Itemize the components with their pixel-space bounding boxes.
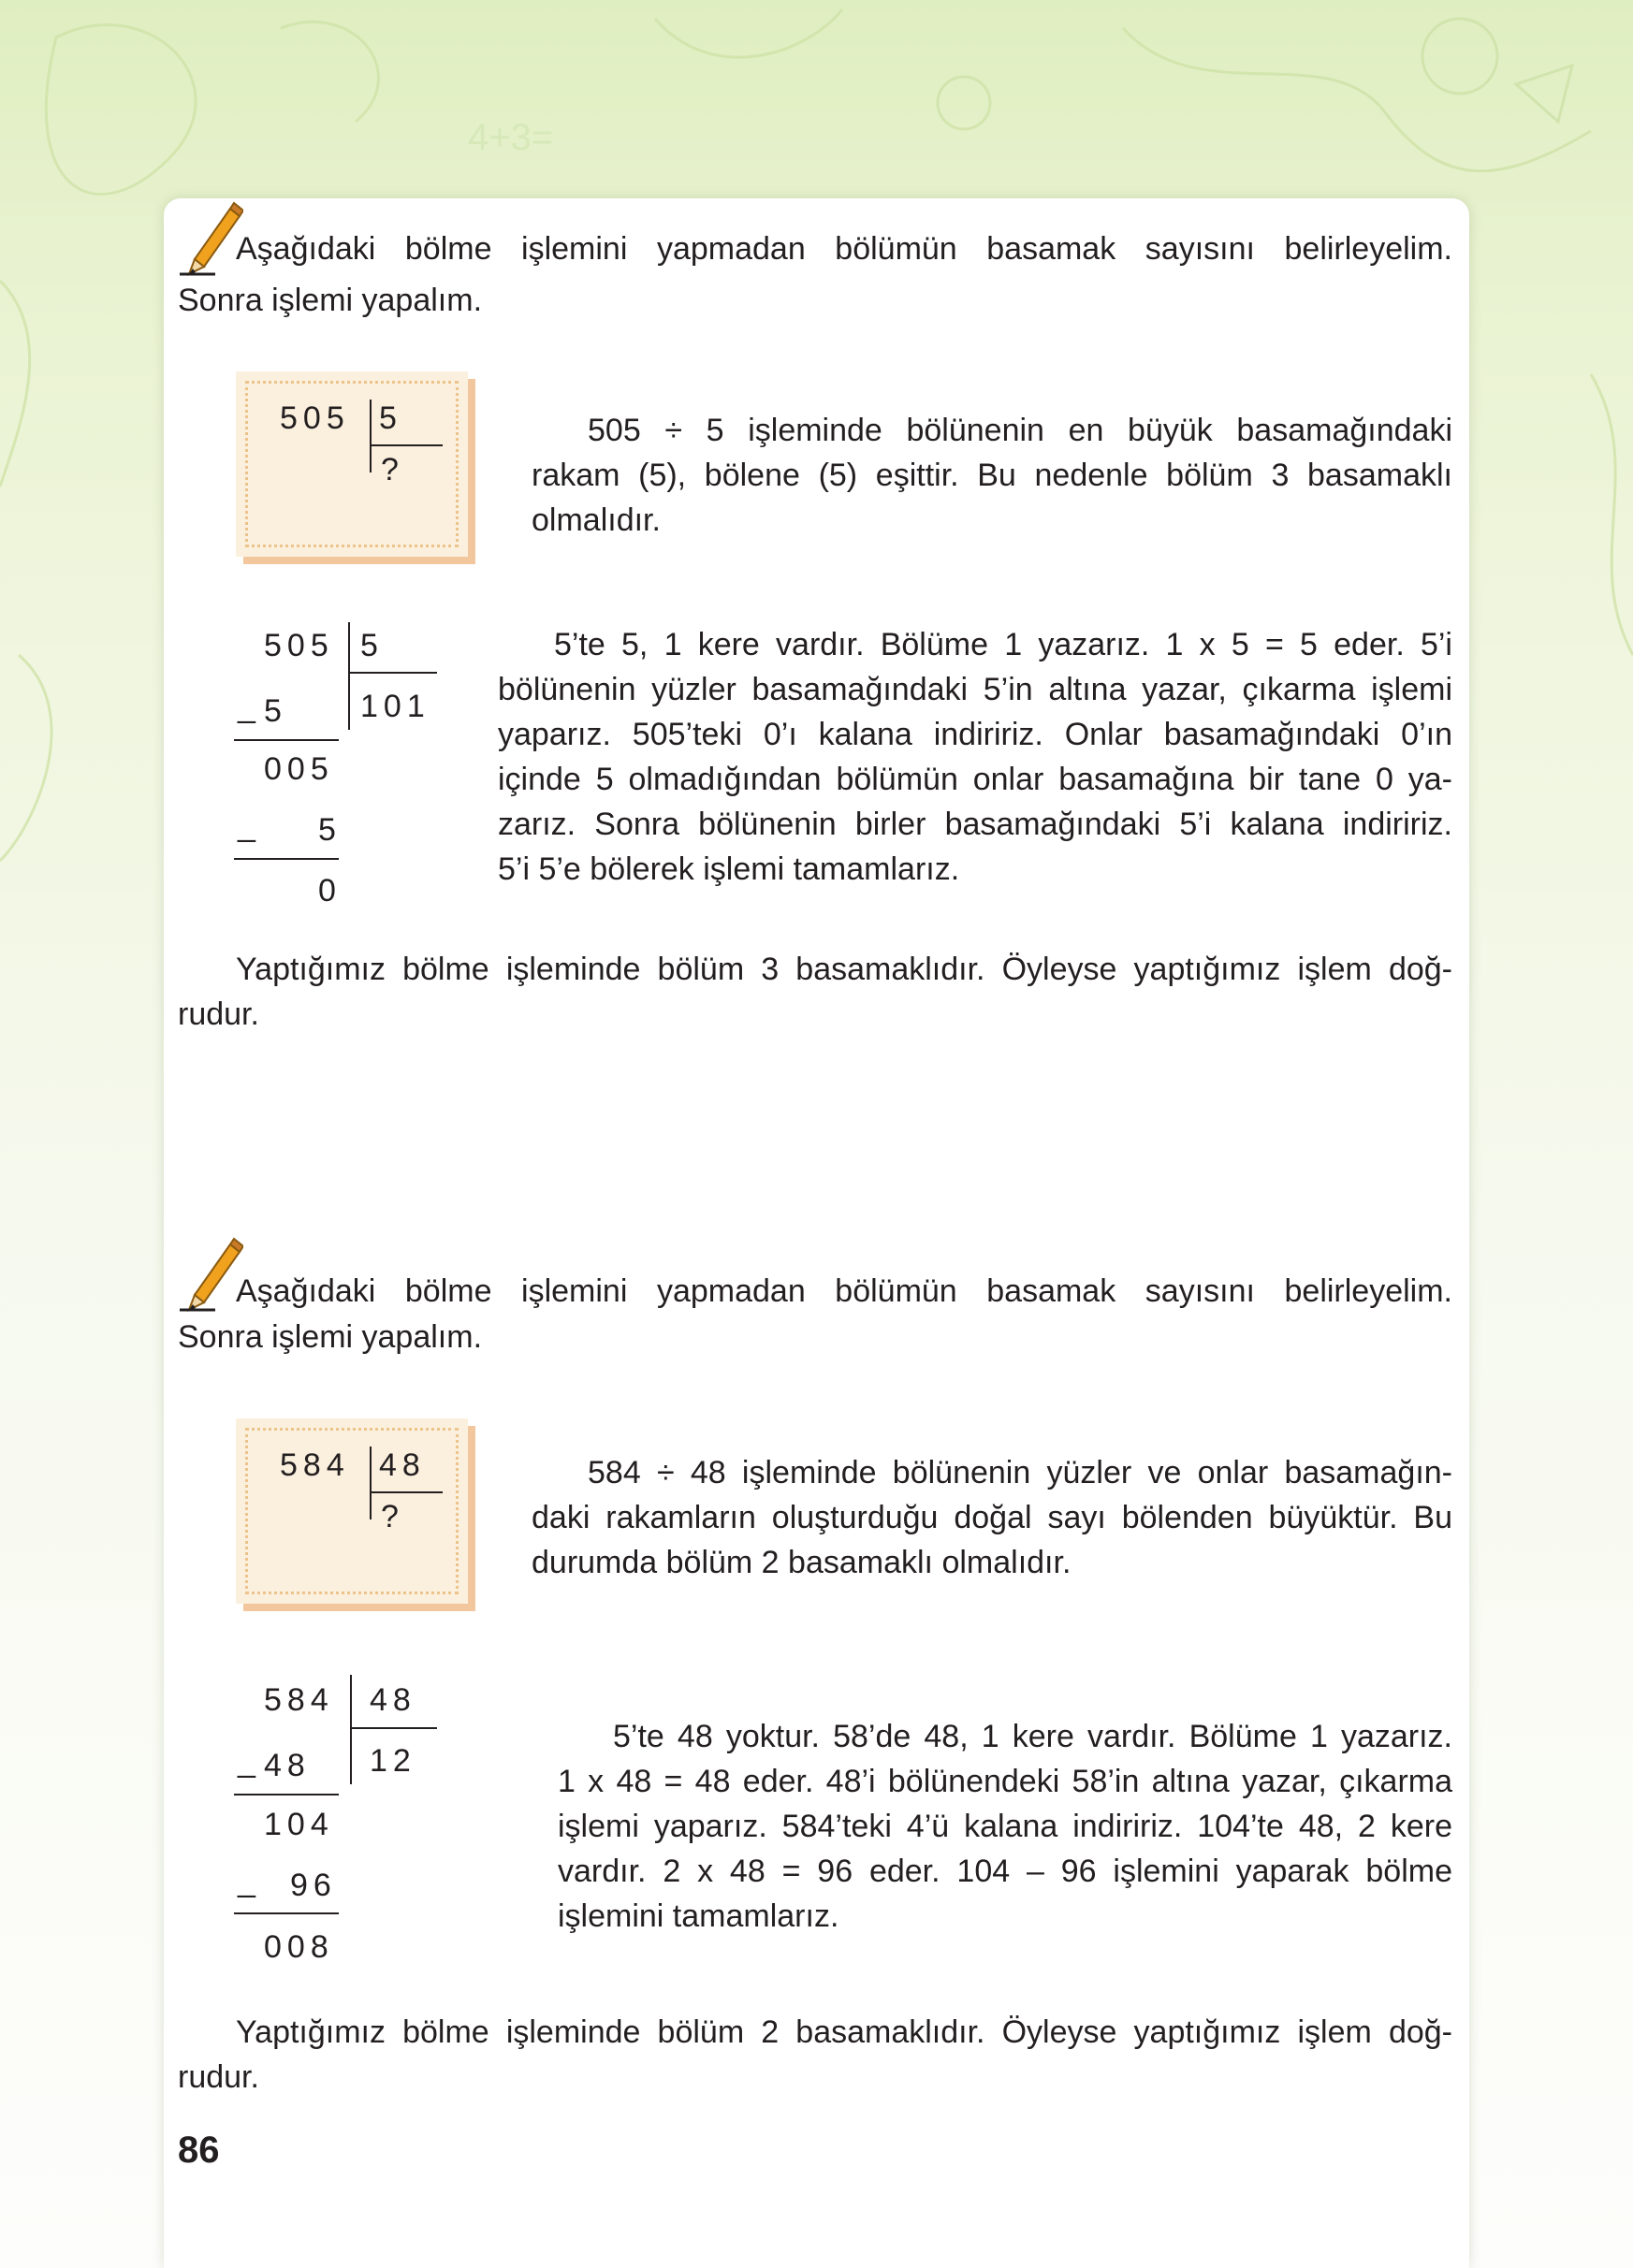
section2-explanation-line2: 1 x 48 = 48 eder. 48’i bölünendeki 58’in altına yazar, çıkarma — [558, 1764, 1452, 1799]
hint-dividend: 584 — [280, 1447, 350, 1483]
section2-conclusion-line2: rudur. — [178, 2059, 259, 2095]
division-remainder-1: 104 — [264, 1807, 334, 1842]
section1-box-explanation-line1: 505 ÷ 5 işleminde bölünenin en büyük basamağındaki — [588, 413, 1452, 448]
division-quotient: 101 — [360, 689, 430, 724]
division-subtrahend-2: 5 — [318, 812, 342, 848]
hint-divisor: 5 — [379, 400, 402, 436]
section2-explanation-line3: işlemi yaparız. 584’teki 4’ü kalana indiririz. 104’te 48, 2 kere — [558, 1809, 1452, 1844]
section1-hint-box — [236, 371, 468, 557]
section1-explanation-line3: yaparız. 505’teki 0’ı kalana indiririz. Onlar basamağındaki 0’ın — [498, 717, 1452, 752]
division-remainder-2: 0 — [318, 873, 342, 909]
section1-explanation-line1: 5’te 5, 1 kere vardır. Bölüme 1 yazarız. 1 x 5 = 5 eder. 5’i — [554, 627, 1452, 662]
section2-instruction-line1: Aşağıdaki bölme işlemini yapmadan bölümün basamak sayısını belirleyelim. — [236, 1273, 1452, 1309]
division-subtrahend-2: 96 — [290, 1868, 337, 1903]
division-remainder-1: 005 — [264, 751, 334, 787]
pencil-icon — [178, 201, 243, 276]
division-subtrahend-1: 48 — [264, 1748, 311, 1783]
section2-explanation-line1: 5’te 48 yoktur. 58’de 48, 1 kere vardır. Bölüme 1 yazarız. — [613, 1719, 1452, 1754]
section1-instruction-line1: Aşağıdaki bölme işlemini yapmadan bölümün basamak sayısını belirleyelim. — [236, 231, 1452, 267]
section1-explanation-line2: bölünenin yüzler basamağındaki 5’in altına yazar, çıkarma işlemi — [498, 672, 1452, 707]
section1-explanation-line4: içinde 5 olmadığından bölümün onlar basamağına bir tane 0 ya- — [498, 762, 1452, 797]
section1-box-explanation-line3: olmalıdır. — [532, 502, 661, 538]
division-quotient: 12 — [370, 1743, 416, 1779]
section1-instruction-line2: Sonra işlemi yapalım. — [178, 283, 483, 318]
background-doodle-text: 4+3= — [468, 117, 554, 158]
section2-explanation-line4: vardır. 2 x 48 = 96 eder. 104 – 96 işlemini yaparak bölme — [558, 1854, 1452, 1889]
section1-explanation-line6: 5’i 5’e bölerek işlemi tamamlarız. — [498, 851, 960, 887]
section2-box-explanation-line3: durumda bölüm 2 basamaklı olmalıdır. — [532, 1545, 1072, 1580]
section1-conclusion-line1: Yaptığımız bölme işleminde bölüm 3 basamaklıdır. Öyleyse yaptığımız işlem doğ- — [236, 952, 1452, 987]
section2-hint-box — [236, 1418, 468, 1604]
section1-box-explanation-line2: rakam (5), bölene (5) eşittir. Bu nedenle bölüm 3 basamaklı — [532, 458, 1452, 493]
pencil-icon — [178, 1237, 243, 1312]
section1-conclusion-line2: rudur. — [178, 996, 259, 1032]
division-remainder-2: 008 — [264, 1929, 334, 1965]
division-divisor: 48 — [370, 1682, 416, 1718]
section1-explanation-line5: zarız. Sonra bölünenin birler basamağındaki 5’i kalana indiririz. — [498, 807, 1452, 842]
hint-quotient: ? — [381, 452, 404, 487]
division-dividend: 584 — [264, 1682, 334, 1718]
division-dividend: 505 — [264, 628, 334, 663]
division-divisor: 5 — [360, 628, 384, 663]
section2-conclusion-line1: Yaptığımız bölme işleminde bölüm 2 basamaklıdır. Öyleyse yaptığımız işlem doğ- — [236, 2014, 1452, 2050]
hint-quotient: ? — [381, 1499, 404, 1534]
division-subtrahend-1: 5 — [264, 693, 287, 729]
section2-instruction-line2: Sonra işlemi yapalım. — [178, 1319, 483, 1355]
section2-box-explanation-line1: 584 ÷ 48 işleminde bölünenin yüzler ve onlar basamağın- — [588, 1455, 1452, 1490]
hint-divisor: 48 — [379, 1447, 426, 1483]
section2-box-explanation-line2: daki rakamların oluşturduğu doğal sayı bölenden büyüktür. Bu — [532, 1500, 1452, 1535]
hint-dividend: 505 — [280, 400, 350, 436]
page-number: 86 — [178, 2130, 220, 2171]
section2-explanation-line5: işlemini tamamlarız. — [558, 1898, 839, 1934]
